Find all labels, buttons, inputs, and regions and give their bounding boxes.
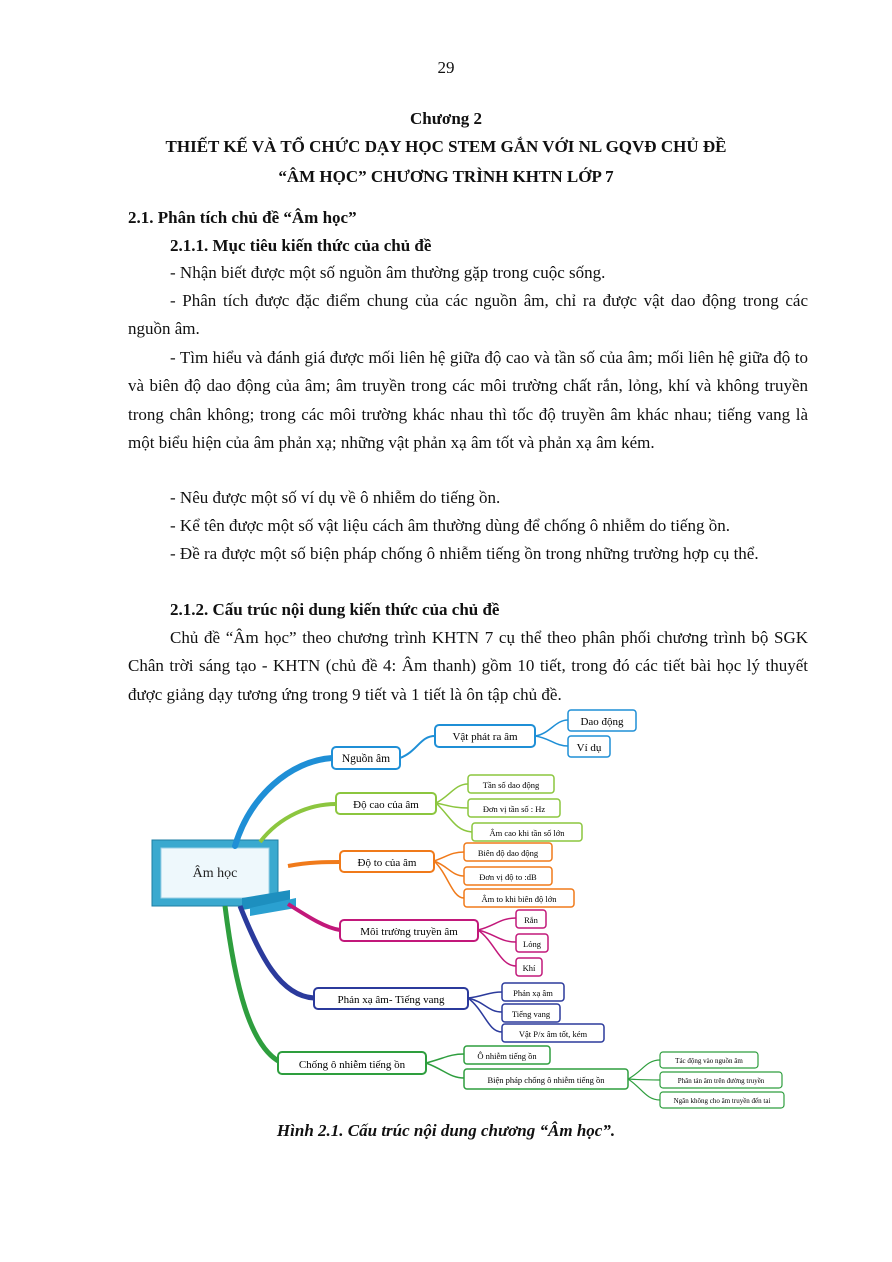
- mindmap-leaf: [516, 910, 546, 928]
- section-heading-2-1-1: 2.1.1. Mục tiêu kiến thức của chủ đề: [170, 236, 432, 255]
- svg-text:Ví dụ: Ví dụ: [576, 742, 602, 754]
- objective-item: - Tìm hiểu và đánh giá được mối liên hệ giữa độ cao và tần số của âm; mối liên hệ giữa độ to và biên độ dao động của âm; âm truyền trong các môi trường chất rắn, lỏng, khí và không truyền trong chân không; trong các môi trường khác nhau thì tốc độ truyền âm khác nhau; tiếng vang là một biểu hiện của âm phản xạ; những vật phản xạ âm tốt và phản xạ âm kém.: [128, 348, 808, 453]
- svg-text:Vật phát ra âm: Vật phát ra âm: [452, 731, 518, 743]
- svg-text:Khí: Khí: [522, 963, 536, 973]
- mindmap-leaf: [660, 1052, 758, 1068]
- mindmap-leaf: [502, 983, 564, 1001]
- section-heading-2-1: 2.1. Phân tích chủ đề “Âm học”: [128, 208, 357, 227]
- mindmap-leaf: [464, 843, 552, 861]
- svg-text:Môi trường truyền âm: Môi trường truyền âm: [360, 926, 458, 938]
- svg-text:Âm to khi biên độ lớn: Âm to khi biên độ lớn: [481, 894, 557, 904]
- svg-text:Phân tán âm trên đường truyền: Phân tán âm trên đường truyền: [677, 1077, 765, 1085]
- figure-caption: Hình 2.1. Cấu trúc nội dung chương “Âm học”.: [276, 1121, 616, 1140]
- mindmap-root-label: Âm học: [192, 866, 238, 881]
- mindmap-leaf: [468, 775, 554, 793]
- chapter-title-line-1: THIẾT KẾ VÀ TỔ CHỨC DẠY HỌC STEM GẮN VỚI NL GQVĐ CHỦ ĐỀ: [165, 137, 727, 156]
- objective-item: - Phân tích được đặc điểm chung của các nguồn âm, chỉ ra được vật dao động trong các nguồn âm.: [128, 291, 808, 339]
- mindmap-leaf: [464, 889, 574, 907]
- svg-text:Âm cao khi tần số lớn: Âm cao khi tần số lớn: [489, 828, 565, 838]
- mindmap-node-phan-xa: [314, 988, 468, 1009]
- chapter-label: Chương 2: [409, 109, 483, 128]
- mindmap-leaf: [660, 1092, 784, 1108]
- svg-text:Phản xạ âm: Phản xạ âm: [513, 988, 553, 998]
- mindmap-root: [152, 840, 296, 916]
- mindmap-node-dao-dong: [568, 710, 636, 731]
- svg-text:Độ cao của âm: Độ cao của âm: [353, 799, 419, 811]
- objective-item: - Nêu được một số ví dụ về ô nhiễm do tiếng ồn.: [170, 488, 501, 507]
- mindmap-node-moi-truong: [340, 920, 478, 941]
- mindmap-leaf: [464, 1046, 550, 1064]
- svg-text:Đơn vị độ to :dB: Đơn vị độ to :dB: [479, 872, 537, 882]
- svg-text:Ngăn không cho âm truyền đến t: Ngăn không cho âm truyền đến tai: [673, 1097, 771, 1105]
- mindmap-figure: [150, 706, 790, 1116]
- svg-text:Đơn vị tần số : Hz: Đơn vị tần số : Hz: [482, 804, 546, 814]
- mindmap-node-nguon-am: [332, 747, 400, 769]
- objective-item: - Kể tên được một số vật liệu cách âm thường dùng để chống ô nhiễm do tiếng ồn.: [170, 516, 730, 535]
- section-heading-2-1-2: 2.1.2. Cấu trúc nội dung kiến thức của chủ đề: [170, 600, 500, 619]
- mindmap-leaf: [502, 1004, 560, 1022]
- svg-text:Ô nhiễm tiếng ồn: Ô nhiễm tiếng ồn: [477, 1051, 537, 1061]
- svg-text:Phản xạ âm- Tiếng vang: Phản xạ âm- Tiếng vang: [337, 994, 445, 1006]
- mindmap-node-do-to: [340, 851, 434, 872]
- mindmap-leaf: [464, 867, 552, 885]
- mindmap-leaf: [516, 934, 548, 952]
- svg-text:Tác động vào nguồn âm: Tác động vào nguồn âm: [675, 1057, 743, 1065]
- chapter-title-line-2: “ÂM HỌC” CHƯƠNG TRÌNH KHTN LỚP 7: [278, 167, 614, 186]
- mindmap-node-do-cao: [336, 793, 436, 814]
- objective-item: - Đề ra được một số biện pháp chống ô nhiễm tiếng ồn trong những trường hợp cụ thể.: [170, 544, 759, 563]
- mindmap-leaf: [468, 799, 560, 817]
- svg-text:Vật P/x âm tốt, kém: Vật P/x âm tốt, kém: [518, 1029, 588, 1039]
- svg-text:Nguồn âm: Nguồn âm: [341, 753, 391, 765]
- objective-item: - Nhận biết được một số nguồn âm thường gặp trong cuộc sống.: [170, 263, 606, 282]
- mindmap-leaf: [660, 1072, 782, 1088]
- mindmap-node-vi-du: [568, 736, 610, 757]
- svg-text:Dao động: Dao động: [580, 716, 624, 728]
- structure-paragraph: Chủ đề “Âm học” theo chương trình KHTN 7 cụ thể theo phân phối chương trình bộ SGK Chân trời sáng tạo - KHTN (chủ đề 4: Âm thanh) gồm 10 tiết, trong đó các tiết bài học lý thuyết được giảng dạy tương ứng trong 9 tiết và 1 tiết là ôn tập chủ đề.: [128, 628, 808, 704]
- svg-text:Độ to của âm: Độ to của âm: [357, 857, 417, 869]
- mindmap-node-bien-phap: [464, 1069, 628, 1089]
- page-number: 29: [437, 58, 455, 77]
- svg-text:Tần số dao động: Tần số dao động: [482, 780, 540, 790]
- mindmap-node-vat-phat-ra-am: [435, 725, 535, 747]
- svg-text:Chống ô nhiễm tiếng ồn: Chống ô nhiễm tiếng ồn: [298, 1059, 406, 1071]
- svg-text:Tiếng vang: Tiếng vang: [511, 1009, 551, 1019]
- mindmap-node-chong-o-nhiem: [278, 1052, 426, 1074]
- svg-text:Biện pháp chống ô nhiễm tiếng: Biện pháp chống ô nhiễm tiếng ồn: [487, 1075, 605, 1085]
- svg-text:Biên độ dao động: Biên độ dao động: [477, 848, 539, 858]
- svg-text:Rắn: Rắn: [524, 915, 538, 925]
- mindmap-leaf: [516, 958, 542, 976]
- svg-text:Lỏng: Lỏng: [523, 939, 541, 949]
- mindmap-leaf: [502, 1024, 604, 1042]
- mindmap-leaf: [472, 823, 582, 841]
